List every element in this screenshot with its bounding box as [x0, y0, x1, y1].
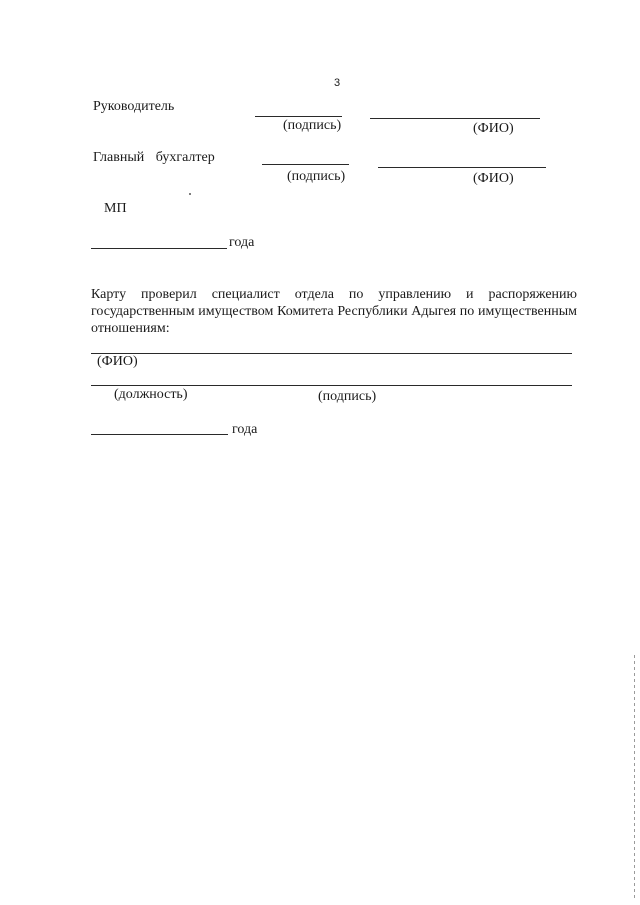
date-suffix-1: года: [229, 235, 255, 250]
verifier-name-caption: (ФИО): [97, 354, 138, 369]
verifier-position-line: [91, 385, 572, 386]
scan-speck: [189, 193, 191, 195]
accountant-name-line: [378, 167, 546, 168]
accountant-role-label: Главный бухгалтер: [93, 150, 215, 165]
date-line-1: [91, 248, 227, 249]
page-number: 3: [334, 77, 341, 89]
verifier-position-caption: (должность): [114, 387, 188, 402]
verifier-signature-caption: (подпись): [318, 389, 377, 404]
accountant-name-caption: (ФИО): [473, 171, 514, 186]
head-signature-caption: (подпись): [283, 118, 342, 133]
head-role-label: Руководитель: [93, 99, 175, 114]
accountant-signature-caption: (подпись): [287, 169, 346, 184]
date-line-2: [91, 434, 228, 435]
verification-text: Карту проверил специалист отдела по управлению и распоряжению государственным имуществом Комитета Республики Адыгея по имущественным отношениям:: [91, 287, 577, 336]
head-name-line: [370, 118, 540, 119]
accountant-signature-line: [262, 164, 349, 165]
scan-edge-mark: [634, 655, 635, 900]
head-signature-line: [255, 116, 342, 117]
verifier-name-line: [91, 353, 572, 354]
date-suffix-2: года: [232, 422, 258, 437]
head-name-caption: (ФИО): [473, 121, 514, 136]
seal-label: МП: [104, 201, 127, 216]
